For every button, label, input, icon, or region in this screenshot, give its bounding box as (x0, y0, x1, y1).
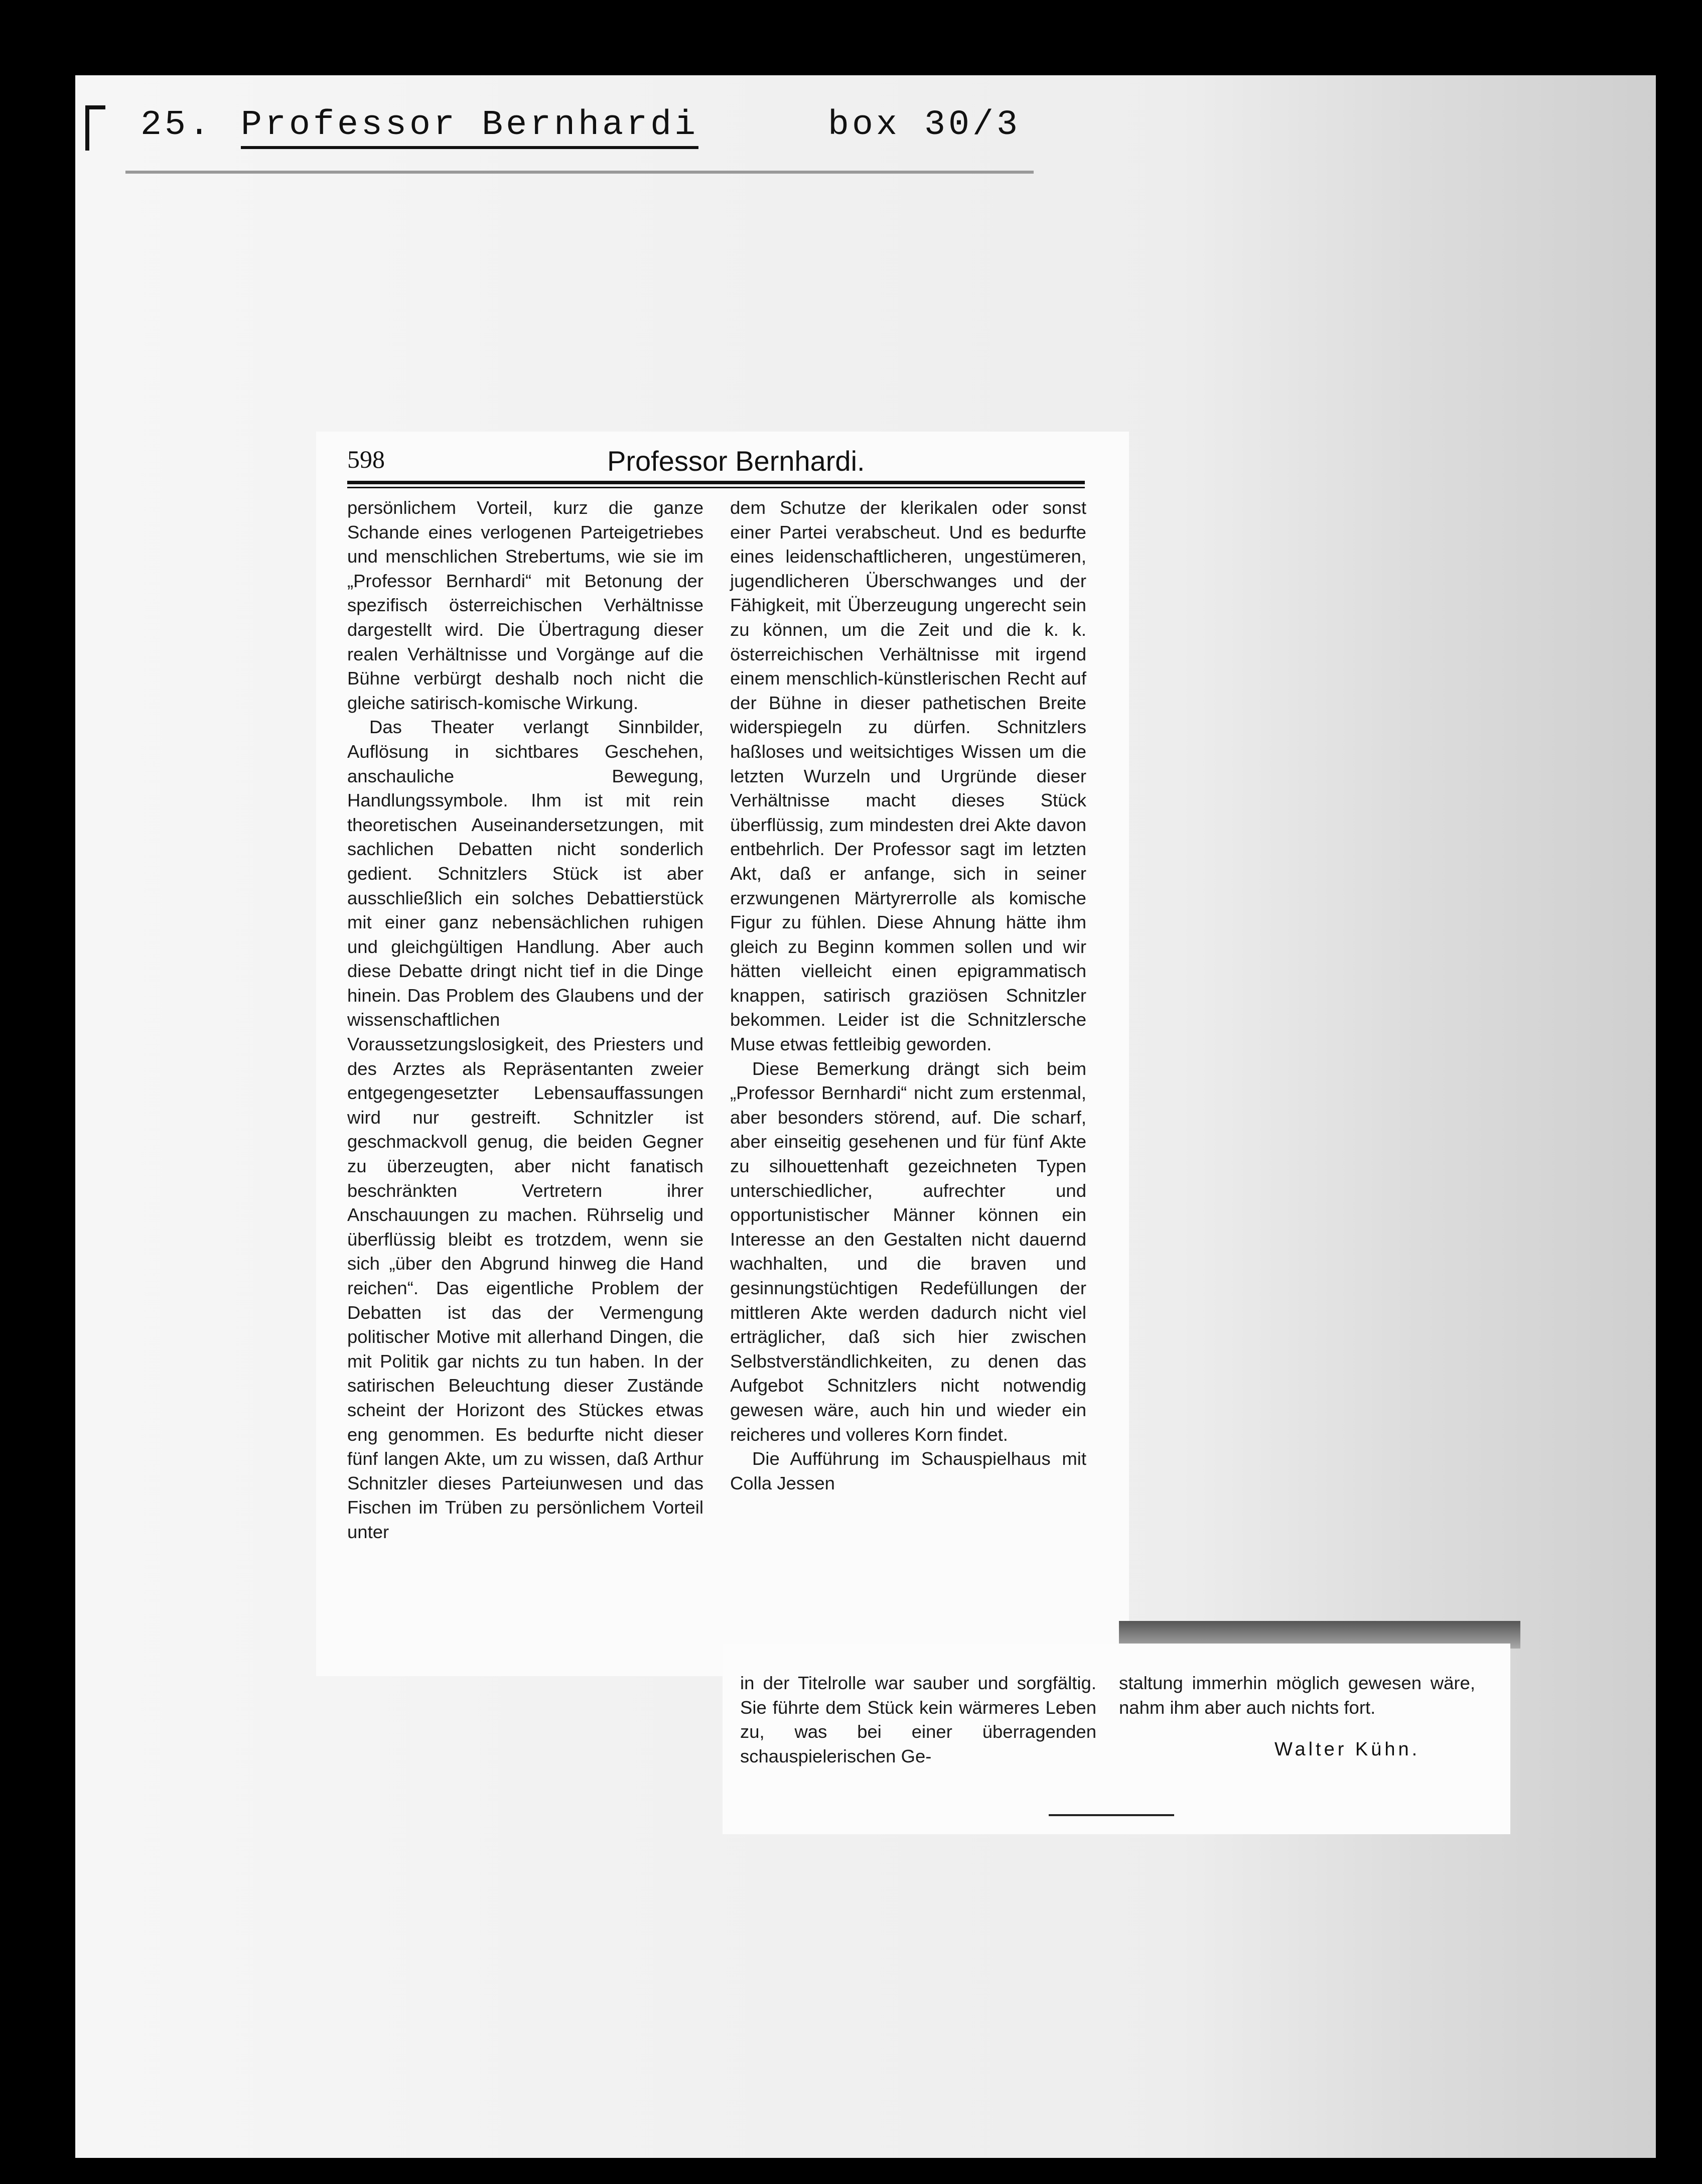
paragraph: in der Titelrolle war sauber und sorgfältig. Sie führte dem Stück kein wärmeres Leben zu, was bei einer überragenden schauspielerischen Ge- (740, 1673, 1096, 1766)
newspaper-clipping-continuation (723, 1644, 1510, 1834)
running-head: Professor Bernhardi. (607, 445, 865, 477)
newspaper-clipping (316, 432, 1129, 1676)
header-divider (125, 171, 1034, 174)
right-column (730, 496, 1086, 1495)
item-title: Professor Bernhardi (241, 105, 698, 149)
paragraph: staltung immerhin möglich gewesen wäre, nahm ihm aber auch nichts fort. (1119, 1673, 1475, 1718)
left-column (347, 496, 703, 1545)
continuation-left-column (740, 1671, 1096, 1768)
page-number: 598 (347, 445, 385, 473)
item-number: 25. (140, 105, 213, 145)
head-rule-thin (347, 487, 1085, 488)
paragraph: dem Schutze der klerikalen oder sonst einer Partei verabscheut. Und es bedurfte eines leidenschaftlicheren, ungestümeren, jugendlicheren Überschwanges und der Fähigkeit, mit Überzeugung ungerecht sein zu können, um die Zeit und die k. k. österreichischen Verhältnisse mit irgend einem menschlich-künstlerischen Recht auf der Bühne in dieser pathetischen Breite widerspiegeln zu dürfen. Schnitzlers haßloses und weitsichtiges Wissen um die letzten Wurzeln und Urgründe dieser Verhältnisse macht dieses Stück überflüssig, zum mindesten drei Akte davon entbehrlich. Der Professor sagt im letzten Akt, daß er anfange, sich in seiner erzwungenen Märtyrerrolle als komische Figur zu fühlen. Diese Ahnung hätte ihm gleich zu Beginn kommen sollen und wir hätten vielleicht einen epigrammatisch knappen, satirisch graziösen Schnitzler bekommen. Leider ist die Schnitzlersche Muse etwas fettleibig geworden. (730, 497, 1086, 1055)
corner-crop-mark (85, 105, 89, 151)
head-rule (347, 481, 1085, 484)
author-signature: Walter Kühn. (1274, 1739, 1421, 1760)
paragraph: Das Theater verlangt Sinnbilder, Auflösung in sichtbares Geschehen, anschauliche Bewegung, Handlungssymbole. Ihm ist mit rein theoretischen Auseinandersetzungen, mit sachlichen Debatten nicht sonderlich gedient. Schnitzlers Stück ist aber ausschließlich ein solches Debattierstück mit einer ganz nebensächlichen ruhigen und gleichgültigen Handlung. Aber auch diese Debatte dringt nicht tief in die Dinge hinein. Das Problem des Glaubens und der wissenschaftlichen Voraussetzungslosigkeit, des Priesters und des Arztes als Repräsentanten zweier entgegengesetzter Lebensauffassungen wird nur gestreift. Schnitzler ist geschmackvoll genug, die beiden Gegner zu überzeugten, aber nicht fanatisch beschränkten Vertretern ihrer Anschauungen zu machen. Rührselig und überflüssig bleibt es trotzdem, wenn sie sich „über den Abgrund hinweg die Hand reichen“. Das eigentliche Problem der Debatten ist das der Vermengung politischer Motive mit allerhand Dingen, die mit Politik gar nichts zu tun haben. In der satirischen Beleuchtung dieser Zustände scheint der Horizont des Stückes etwas eng genommen. Es bedurfte nicht dieser fünf langen Akte, um zu wissen, daß Arthur Schnitzler dieses Parteiunwesen und das Fischen im Trüben zu persönlichem Vorteil unter (347, 717, 703, 1542)
torn-edge (1049, 1814, 1174, 1816)
continuation-right-column (1119, 1671, 1475, 1720)
paragraph: Die Aufführung im Schauspielhaus mit Colla Jessen (730, 1448, 1086, 1493)
paragraph: Diese Bemerkung drängt sich beim „Professor Bernhardi“ nicht zum erstenmal, aber besonders störend, auf. Die scharf, aber einseitig gesehenen und für fünf Akte zu silhouettenhaft gezeichneten Typen unterschiedlicher, aufrechter und opportunistischer Männer können ein Interesse an den Gestalten nicht dauernd wachhalten, und die braven und gesinnungstüchtigen Redefüllungen der mittleren Akte werden dadurch nicht viel erträglicher, daß sich hier zwischen Selbstverständlichkeiten, zu denen das Aufgebot Schnitzlers nicht notwendig gewesen wäre, auch hin und wieder ein reicheres und volleres Korn findet. (730, 1058, 1086, 1445)
paragraph: persönlichem Vorteil, kurz die ganze Schande eines verlogenen Parteigetriebes und menschlichen Strebertums, wie sie im „Professor Bernhardi“ mit Betonung der spezifisch österreichischen Verhältnisse dargestellt wird. Die Übertragung dieser realen Verhältnisse und Vorgänge auf die Bühne verbürgt deshalb noch nicht die gleiche satirisch-komische Wirkung. (347, 497, 703, 713)
box-label: box 30/3 (828, 105, 1021, 145)
